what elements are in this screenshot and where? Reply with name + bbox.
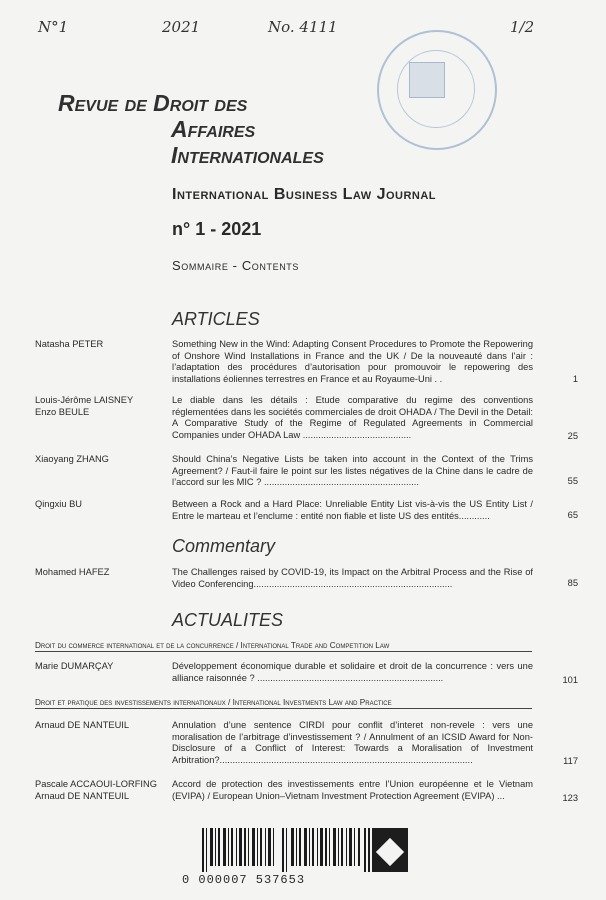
journal-subtitle: International Business Law Journal [172, 186, 437, 203]
toc-title: Something New in the Wind: Adapting Consent Procedures to Promote the Repowering of Onshore Wind Installations in France and the UK / De la nouveauté dans l’air : l’adaptation des procédures d’autorisation pour promouvoir le repowering des installations éoliennes terrestres en France et au Royaume-Uni . . [172, 339, 533, 384]
contents-heading: Sommaire - Contents [172, 258, 300, 273]
toc-title: Between a Rock and a Hard Place: Unreliable Entity List vis-à-vis the US Entity List / Entre le marteau et l’enclume : entité non fiable et liste US des entités............ [172, 499, 533, 521]
section-commentary-title: Commentary [172, 536, 276, 556]
publisher-mark-icon [372, 828, 408, 872]
toc-page: 25 [567, 431, 578, 441]
toc-page: 123 [562, 793, 578, 803]
section-articles-title: ARTICLES [172, 309, 260, 329]
toc-author: Xiaoyang ZHANG [35, 454, 109, 464]
toc-author: Arnaud DE NANTEUIL [35, 720, 130, 730]
toc-author: Marie DUMARÇAY [35, 661, 114, 671]
toc-page: 117 [563, 756, 578, 766]
toc-page: 55 [567, 476, 578, 486]
journal-title [58, 90, 324, 168]
journal-title-line-3: Internationales [171, 142, 324, 168]
handwritten-fraction: 1/2 [510, 18, 535, 36]
toc-title: Annulation d’une sentence CIRDI pour conflit d’interet non-revele : vers une moralisation de l’arbitrage d’investissement ? / Annulment of an ICSID Award for Non-Disclosure of a Conflict of Interest: Towards a Moralisation of Investment Arbitration?.................................................................................................. [172, 720, 533, 765]
toc-page: 85 [567, 578, 578, 588]
barcode-number: 0 000007 537653 [182, 873, 306, 887]
handwritten-reference: No. 4111 [268, 18, 338, 36]
toc-title: Accord de protection des investissements entre l’Union européenne et le Vietnam (EVIPA) / European Union–Vietnam Investment Protection Agreement (EVIPA) ... [172, 779, 533, 801]
toc-author: Pascale ACCAOUI-LORFING Arnaud DE NANTEUIL [35, 779, 157, 801]
issue-number: n° 1 - 2021 [172, 219, 262, 239]
toc-author: Louis-Jérôme LAISNEY Enzo BEULE [35, 395, 134, 417]
toc-author: Qingxiu BU [35, 499, 83, 509]
barcode-block [178, 828, 408, 890]
journal-title-line-2: Affaires [171, 116, 256, 142]
toc-page: 1 [572, 374, 578, 384]
handwritten-issue-number: N°1 [38, 18, 69, 36]
toc-page: 101 [562, 675, 578, 685]
barcode-icon [202, 828, 370, 872]
toc-title: Should China’s Negative Lists be taken into account in the Context of the Trims Agreement? / Faut-il faire le point sur les listes négatives de la Chine dans le cadre de l’accord sur les MIC ? ............................................................ [172, 454, 533, 488]
journal-title-line-1: Revue de Droit des [58, 90, 248, 116]
library-stamp [377, 30, 497, 150]
toc-author: Mohamed HAFEZ [35, 567, 110, 577]
rubric-trade-competition: Droit du commerce international et de la concurrence / International Trade and Competition Law [35, 641, 532, 652]
toc-title: Développement économique durable et solidaire et droit de la concurrence : vers une alliance raisonnée ? ........................................................................ [172, 661, 533, 683]
handwritten-year: 2021 [162, 18, 201, 36]
toc-title: The Challenges raised by COVID-19, its Impact on the Arbitral Process and the Rise of Video Conferencing............................................................................. [172, 567, 533, 589]
toc-title: Le diable dans les détails : Etude comparative du regime des conventions réglementées dans les sociétés commerciales de droit OHADA / The Devil in the Detail: A Comparative Study of the Regime of Regulated Agreements in Commercial Companies under OHADA Law .......................................... [172, 395, 533, 440]
toc-page: 65 [567, 510, 578, 520]
toc-author: Natasha PETER [35, 339, 104, 349]
section-actualites-title: ACTUALITES [172, 610, 284, 630]
rubric-investments: Droit et pratique des investissements internationaux / International Investments Law and Practice [35, 698, 532, 709]
